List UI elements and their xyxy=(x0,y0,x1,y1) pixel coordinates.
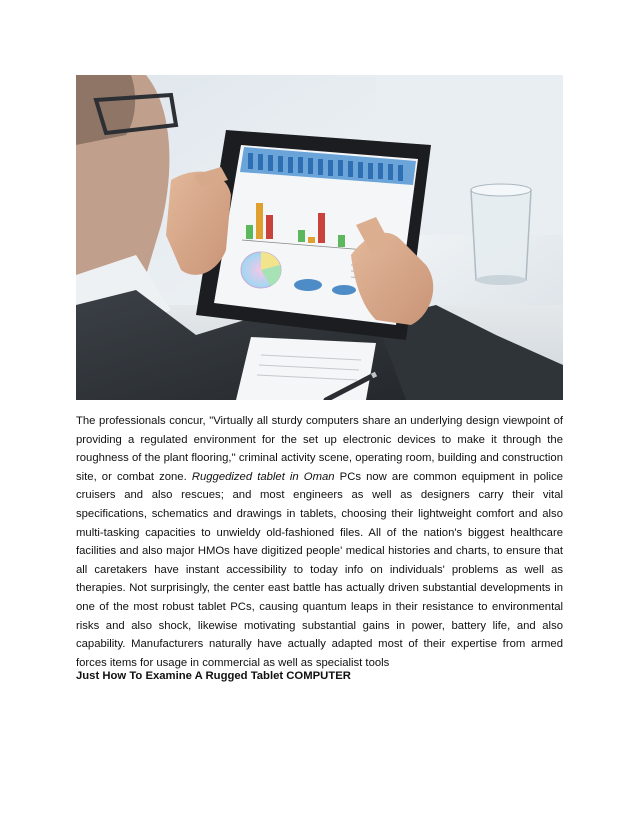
section-heading: Just How To Examine A Rugged Tablet COMPUTER xyxy=(76,670,351,682)
article-photo xyxy=(76,75,563,400)
paragraph-text-part2: PCs now are common equipment in police cruisers and also rescues; and most engineers as well as designers carry their vital specifications, schematics and drawings in tablets, choosing their lightweight comfort and also multi-tasking capacities to unwieldy old-fashioned files. All of the nation's biggest healthcare facilities and also major HMOs have digitized people' medical histories and charts, to ensure that all caretakers have instant accessibility to today info on individuals' problems as well as therapies. Not surprisingly, the center east battle has actually driven substantial developments in one of the most robust tablet PCs, causing quantum leaps in their resistance to environmental risks and also shock, likewise motivating substantial gains in power, battery life, and also capability. Manufacturers naturally have actually adapted most of their expertise from armed forces items for usage in commercial as well as specialist tools xyxy=(76,470,563,669)
article-paragraph xyxy=(76,412,563,672)
paragraph-keyword-link: Ruggedized tablet in Oman xyxy=(191,470,335,483)
glass-icon xyxy=(471,184,531,285)
paragraph-text-part1: The professionals concur, "Virtually all sturdy computers share an underlying design viewpoint of providing a regulated environment for the set up electronic devices to make it through the roughness of the plant flooring," criminal activity scene, operating room, building and construction site, or combat zone. xyxy=(76,415,563,483)
tablet-photo-illustration xyxy=(76,75,563,400)
